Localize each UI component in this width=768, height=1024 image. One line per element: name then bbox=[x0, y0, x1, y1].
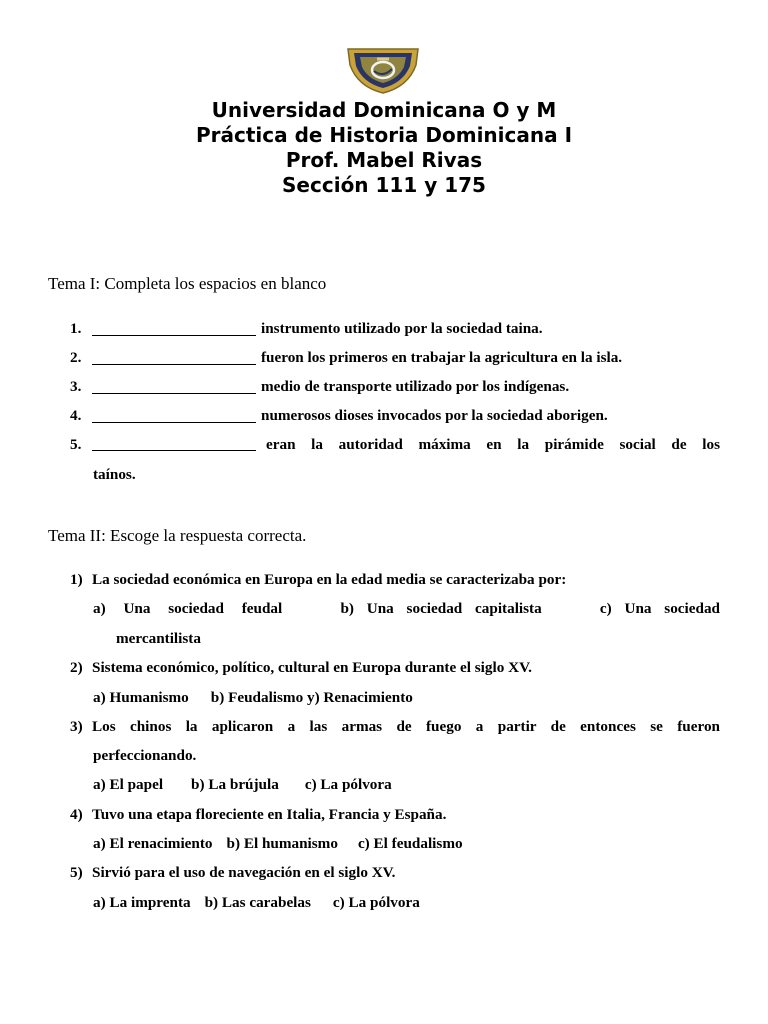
option-c[interactable]: c) La pólvora bbox=[304, 776, 392, 793]
answer-blank[interactable] bbox=[92, 408, 256, 423]
question-continuation: perfeccionando. bbox=[93, 747, 197, 764]
fill-blank-item: 3. medio de transporte utilizado por los indígenas. bbox=[70, 378, 570, 395]
practice-title: Práctica de Historia Dominicana I bbox=[195, 123, 573, 147]
question-item: 2) Sistema económico, político, cultural en Europa durante el siglo XV. bbox=[70, 659, 532, 676]
question-options bbox=[93, 894, 720, 912]
option-continuation: mercantilista bbox=[116, 630, 201, 647]
option-b[interactable]: b) Feudalismo y) Renacimiento bbox=[210, 689, 413, 706]
question-item: 5) Sirvió para el uso de navegación en el siglo XV. bbox=[70, 864, 396, 881]
section-number: Sección 111 y 175 bbox=[282, 173, 486, 197]
answer-blank[interactable] bbox=[92, 350, 256, 365]
fill-blank-item: 5. eran la autoridad máxima en la pirámide social de los bbox=[70, 436, 720, 453]
fill-blank-item: 2. fueron los primeros en trabajar la agricultura en la isla. bbox=[70, 349, 623, 366]
question-item: 1) La sociedad económica en Europa en la edad media se caracterizaba por: bbox=[70, 571, 567, 588]
option-a[interactable]: a) El papel bbox=[93, 776, 164, 793]
question-options bbox=[93, 776, 720, 794]
option-a[interactable]: a) El renacimiento bbox=[93, 835, 213, 852]
question-options bbox=[93, 835, 720, 853]
option-b[interactable]: b) Una sociedad capitalista bbox=[340, 600, 542, 617]
option-b[interactable]: b) Las carabelas bbox=[204, 894, 311, 911]
question-item: 4) Tuvo una etapa floreciente en Italia, Francia y España. bbox=[70, 806, 447, 823]
document-header bbox=[0, 98, 768, 198]
question-options bbox=[93, 600, 720, 618]
option-a[interactable]: a) Una sociedad feudal bbox=[93, 600, 283, 617]
answer-blank[interactable] bbox=[92, 379, 256, 394]
fill-blank-item: 4. numerosos dioses invocados por la sociedad aborigen. bbox=[70, 407, 608, 424]
fill-blank-continuation: taínos. bbox=[93, 466, 136, 483]
question-item: 3) Los chinos la aplicaron a las armas de fuego a partir de entonces se fueron bbox=[70, 718, 720, 735]
option-a[interactable]: a) Humanismo bbox=[93, 689, 189, 706]
option-c[interactable]: c) Una sociedad bbox=[599, 600, 720, 617]
fill-blank-item: 1. instrumento utilizado por la sociedad taina. bbox=[70, 320, 543, 337]
professor-name: Prof. Mabel Rivas bbox=[285, 148, 483, 172]
option-c[interactable]: c) El feudalismo bbox=[357, 835, 463, 852]
tema2-title: Tema II: Escoge la respuesta correcta. bbox=[48, 526, 307, 545]
option-b[interactable]: b) El humanismo bbox=[226, 835, 338, 852]
answer-blank[interactable] bbox=[92, 321, 256, 336]
university-name: Universidad Dominicana O y M bbox=[211, 98, 557, 122]
university-seal-icon bbox=[346, 45, 420, 95]
option-a[interactable]: a) La imprenta bbox=[93, 894, 191, 911]
tema1-title: Tema I: Completa los espacios en blanco bbox=[48, 274, 327, 293]
option-b[interactable]: b) La brújula bbox=[191, 776, 279, 793]
answer-blank[interactable] bbox=[92, 436, 256, 451]
option-c[interactable]: c) La pólvora bbox=[332, 894, 420, 911]
question-options bbox=[93, 689, 720, 707]
